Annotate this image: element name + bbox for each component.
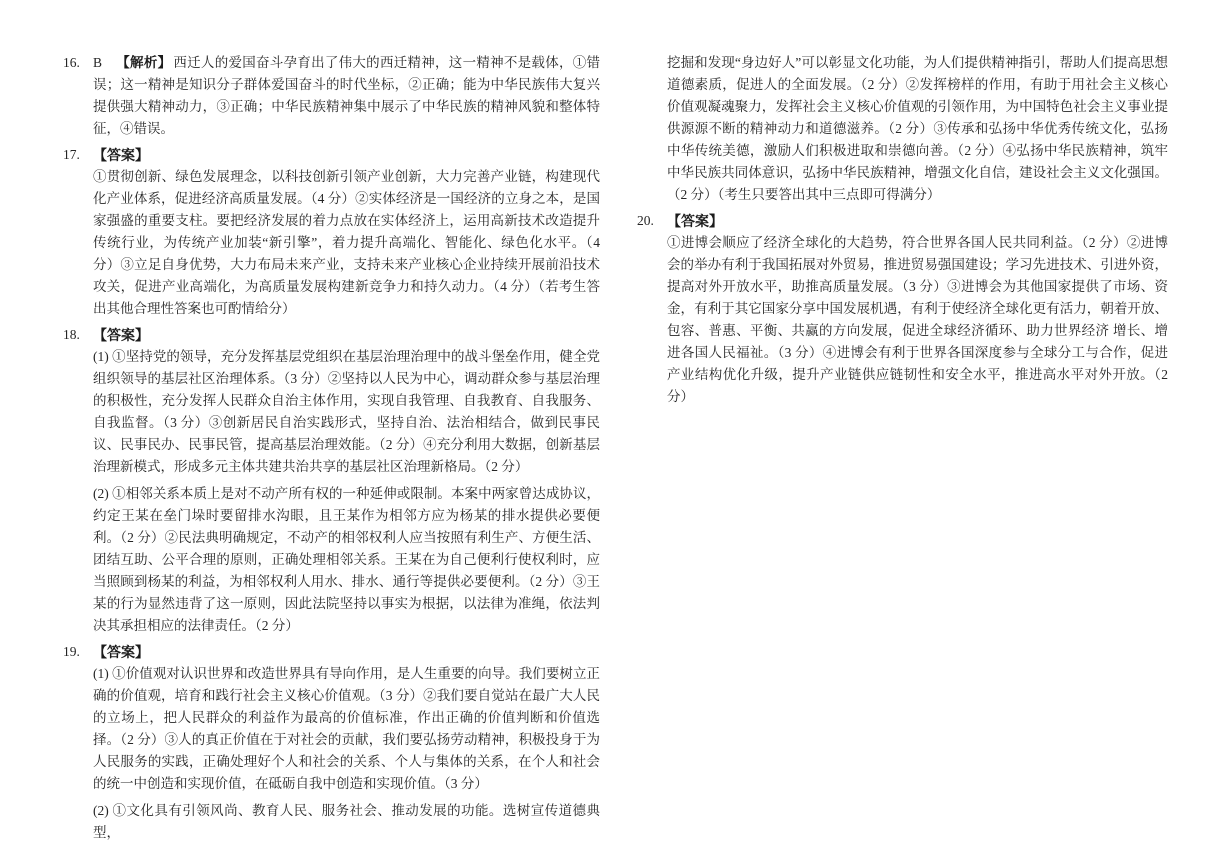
question-16-analysis-text: 西迁人的爱国奋斗孕育出了伟大的西迁精神，这一精神不是载体，①错误；这一精神是知识分子群体爱国奋斗的时代坐标，②正确；能为中华民族伟大复兴提供强大精神动力，③正确；中华民族精神集中展示了中华民族的精神风貌和整体特征，④错误。 [93,55,601,136]
answer-label: 【答案】 [667,213,723,229]
question-19-body [93,641,600,844]
question-18-body [93,324,600,637]
question-16-answer-letter: B [93,55,103,70]
question-17-number: 17. [63,147,80,162]
question-17-body [93,144,600,320]
question-19-number: 19. [63,644,80,659]
question-18 [63,324,600,637]
question-18-number: 18. [63,327,80,342]
answer-label: 【答案】 [93,147,149,163]
question-20-answer-paragraph: ①进博会顺应了经济全球化的大趋势，符合世界各国人民共同利益。（2 分）②进博会的举办有利于我国拓展对外贸易，推进贸易强国建设；学习先进技术、引进外资，提高对外开放水平，助推高质量发展。（3 分）③进博会为其他国家提供了市场、资金，有利于其它国家分享中国发展机遇，有利于使经济全球化更有活力，朝着开放、包容、普惠、平衡、共赢的方向发展，促进全球经济循环、助力世界经济 增长、增进各国人民福祉。（3 分）④进博会有利于世界各国深度参与全球分工与合作，促进产业结构优化升级，提升产业链供应链韧性和安全水平，推进高水平对外开放。（2 分） [667,235,1168,404]
question-19-answer-part-2-start: (2) ①文化具有引领风尚、教育人民、服务社会、推动发展的功能。选树宣传道德典型， [93,803,600,840]
question-20-body [667,210,1168,408]
question-19-answer-part-2-continued: 挖掘和发现“身边好人”可以彰显文化功能，为人们提供精神指引，帮助人们提高思想道德素质，促进人的全面发展。（2 分）②发挥榜样的作用，有助于用社会主义核心价值观凝魂聚力，发挥社会主义核心价值观的引领作用，为中国特色社会主义事业提供源源不断的精神动力和道德滋养。（2 分）③传承和弘扬中华优秀传统文化，弘扬中华传统美德，激励人们积极进取和崇德向善。（2 分）④弘扬中华民族精神，筑牢中华民族共同体意识，弘扬中华民族精神，增强文化自信，建设社会主义文化强国。（2 分）（考生只要答出其中三点即可得满分） [667,55,1168,202]
question-19-continuation-body [667,52,1168,206]
left-column [63,52,601,840]
question-16-body [93,52,600,140]
analysis-label: 【解析】 [116,55,172,70]
question-18-answer-part-2: (2) ①相邻关系本质上是对不动产所有权的一种延伸或限制。本案中两家曾达成协议，约定王某在垒门垛时要留排水沟眼，且王某作为相邻方应为杨某的排水提供必要便利。（2 分）②民法典明确规定，不动产的相邻权利人应当按照有利生产、方便生活、团结互助、公平合理的原则，正确处理相邻关系。王某在为自己便利行使权利时，应当照顾到杨某的利益，为相邻权利人用水、排水、通行等提供必要便利。（2 分）③王某的行为显然违背了这一原则，因此法院坚持以事实为根据，以法律为准绳，依法判决其承担相应的法律责任。（2 分） [93,486,600,633]
right-column [637,52,1168,800]
question-18-answer-part-1: (1) ①坚持党的领导，充分发挥基层党组织在基层治理治理中的战斗堡垒作用，健全党组织领导的基层社区治理体系。（3 分）②坚持以人民为中心，调动群众参与基层治理的积极性，充分发挥人民群众自治主体作用，实现自我管理、自我教育、自我服务、自我监督。（3 分）③创新居民自治实践形式，坚持自治、法治相结合，做到民事民议、民事民办、民事民管，提高基层治理效能。（2 分）④充分利用大数据，创新基层治理新模式，形成多元主体共建共治共享的基层社区治理新格局。（2 分） [93,349,600,474]
question-16-analysis [93,52,600,140]
question-20-number: 20. [637,213,654,228]
answer-label: 【答案】 [93,644,149,660]
answer-label: 【答案】 [93,327,149,343]
question-19-continuation [637,52,1168,206]
continuation-indent-spacer [637,52,667,206]
question-17 [63,144,600,320]
question-19 [63,641,600,844]
question-17-answer-paragraph: ①贯彻创新、绿色发展理念，以科技创新引领产业创新，大力完善产业链，构建现代化产业体系，促进经济高质量发展。（4 分）②实体经济是一国经济的立身之本，是国家强盛的重要支柱。要把经济发展的着力点放在实体经济上，运用高新技术改造提升传统行业，为传统产业加装“新引擎”，着力提升高端化、智能化、绿色化水平。（4 分）③立足自身优势，大力布局未来产业，支持未来产业核心企业持续开展前沿技术攻关，促进产业高端化，为高质量发展构建新竞争力和持久动力。（4 分）（若考生答出其他合理性答案也可酌情给分） [93,169,600,316]
question-16-number: 16. [63,55,80,70]
question-16 [63,52,600,140]
question-20 [637,210,1168,408]
question-19-answer-part-1: (1) ①价值观对认识世界和改造世界具有导向作用，是人生重要的向导。我们要树立正确的价值观，培育和践行社会主义核心价值观。（3 分）②我们要自觉站在最广大人民的立场上，把人民群众的利益作为最高的价值标准，作出正确的价值判断和价值选择。（2 分）③人的真正价值在于对社会的贡献，我们要弘扬劳动精神，积极投身于为人民服务的实践，正确处理好个人和社会的关系、个人与集体的关系，在个人和社会的统一中创造和实现价值，在砥砺自我中创造和实现价值。（3 分） [93,666,600,791]
